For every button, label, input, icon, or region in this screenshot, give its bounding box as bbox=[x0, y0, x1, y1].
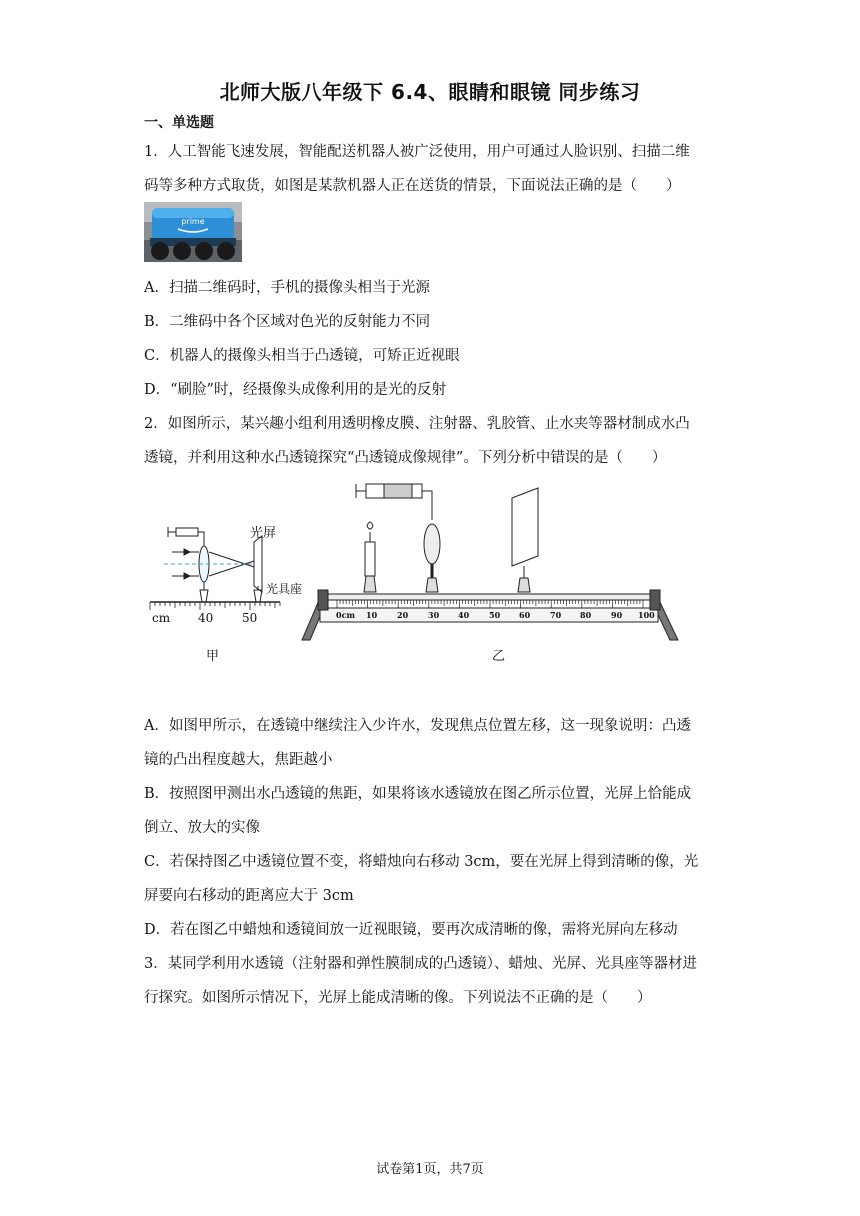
q2-lens-figure bbox=[144, 480, 684, 670]
delivery-robot-image bbox=[144, 202, 242, 262]
yi-tick-100: 100 bbox=[638, 610, 655, 620]
jia-ruler-ticks bbox=[150, 602, 280, 610]
q1-option-b: B．二维码中各个区域对色光的反射能力不同 bbox=[144, 314, 431, 330]
q2-option-b-line-1: B．按照图甲测出水凸透镜的焦距，如果将该水透镜放在图乙所示位置，光屏上恰能成 bbox=[144, 786, 692, 802]
q3-line-1: 3．某同学利用水透镜（注射器和弹性膜制成的凸透镜）、蜡烛、光屏、光具座等器材进 bbox=[144, 956, 697, 972]
yi-tick-70: 70 bbox=[550, 610, 562, 620]
q2-option-d: D．若在图乙中蜡烛和透镜间放一近视眼镜，要再次成清晰的像，需将光屏向左移动 bbox=[144, 922, 678, 938]
yi-tick-50: 50 bbox=[489, 610, 501, 620]
yi-tick-20: 20 bbox=[397, 610, 409, 620]
page-title: 北师大版八年级下 6.4、眼睛和眼镜 同步练习 bbox=[219, 80, 641, 104]
q1-option-a: A．扫描二维码时，手机的摄像头相当于光源 bbox=[144, 280, 430, 296]
jia-tick-unit: cm bbox=[152, 611, 171, 625]
q2-option-c-line-1: C．若保持图乙中透镜位置不变，将蜡烛向右移动 3cm，要在光屏上得到清晰的像，光 bbox=[144, 854, 699, 870]
figure-yi-label: 乙 bbox=[492, 649, 506, 664]
q1-option-c: C．机器人的摄像头相当于凸透镜，可矫正近视眼 bbox=[144, 348, 460, 364]
q1-option-d: D．“刷脸”时，经摄像头成像利用的是光的反射 bbox=[144, 382, 446, 398]
q2-option-a-line-2: 镜的凸出程度越大，焦距越小 bbox=[144, 752, 333, 768]
q2-option-b-line-2: 倒立、放大的实像 bbox=[144, 820, 260, 836]
yi-tick-80: 80 bbox=[580, 610, 592, 620]
yi-tick-60: 60 bbox=[519, 610, 531, 620]
q2-option-a-line-1: A．如图甲所示，在透镜中继续注入少许水，发现焦点位置左移，这一现象说明：凸透 bbox=[144, 718, 691, 734]
optical-bench-label: 光具座 bbox=[266, 582, 303, 596]
section-heading: 一、单选题 bbox=[144, 115, 214, 131]
q2-option-c-line-2: 屏要向右移动的距离应大于 3cm bbox=[144, 888, 354, 904]
yi-ruler-ticks bbox=[337, 600, 643, 608]
robot-brand-label: prime bbox=[181, 217, 205, 226]
yi-tick-10: 10 bbox=[366, 610, 378, 620]
page-footer: 试卷第1页，共7页 bbox=[376, 1162, 484, 1177]
q2-line-2: 透镜，并利用这种水凸透镜探究“凸透镜成像规律”。下列分析中错误的是（ ） bbox=[144, 450, 667, 466]
figure-jia-label: 甲 bbox=[206, 649, 220, 664]
yi-tick-40: 40 bbox=[458, 610, 470, 620]
screen-label: 光屏 bbox=[250, 526, 277, 541]
yi-tick-30: 30 bbox=[428, 610, 440, 620]
yi-tick-0: 0cm bbox=[336, 610, 355, 620]
q1-line-2: 码等多种方式取货，如图是某款机器人正在送货的情景，下面说法正确的是（ ） bbox=[144, 178, 681, 194]
yi-tick-90: 90 bbox=[611, 610, 623, 620]
jia-tick-40: 40 bbox=[198, 611, 214, 625]
q3-line-2: 行探究。如图所示情况下，光屏上能成清晰的像。下列说法不正确的是（ ） bbox=[144, 990, 652, 1006]
jia-tick-50: 50 bbox=[242, 611, 258, 625]
q1-line-1: 1．人工智能飞速发展，智能配送机器人被广泛使用，用户可通过人脸识别、扫描二维 bbox=[144, 144, 690, 160]
q2-line-1: 2．如图所示，某兴趣小组利用透明橡皮膜、注射器、乳胶管、止水夹等器材制成水凸 bbox=[144, 416, 690, 432]
